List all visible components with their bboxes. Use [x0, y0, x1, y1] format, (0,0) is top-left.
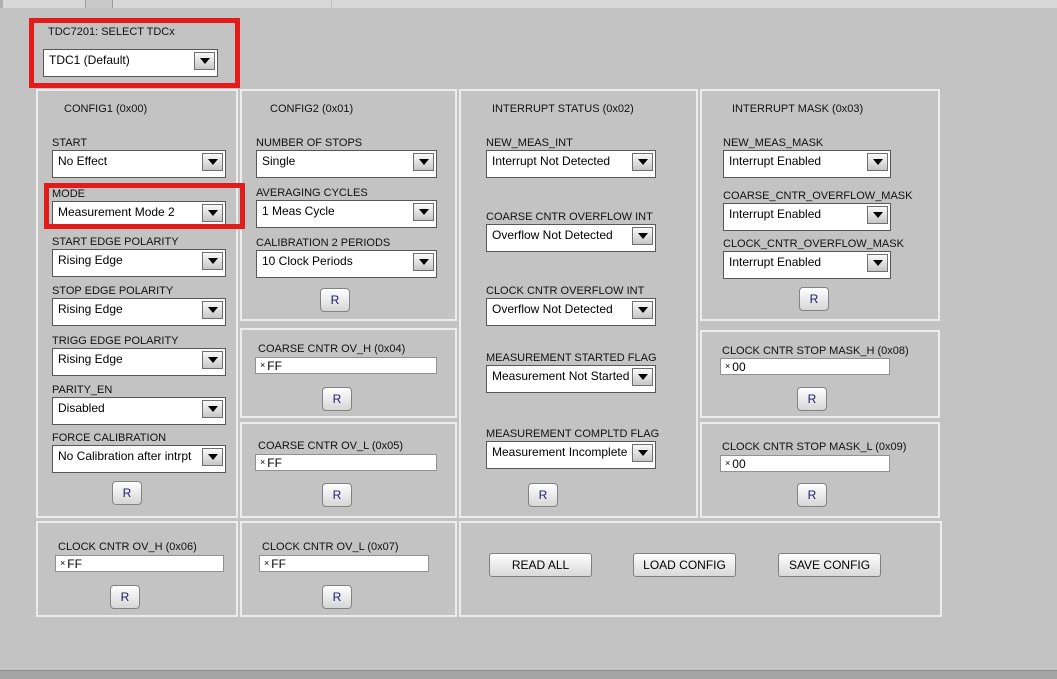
dropdown-arrow-button[interactable] [867, 153, 888, 171]
coarse-cntr-ov-l-panel [240, 422, 457, 518]
chevron-down-icon [208, 258, 218, 264]
dropdown-arrow-button[interactable] [202, 153, 223, 171]
field-start [52, 137, 226, 178]
hex-value: FF [267, 358, 282, 373]
clock-cntr-stop-mask-h-field[interactable] [720, 358, 890, 375]
dropdown-arrow-button[interactable] [632, 301, 653, 319]
dropdown-value: Rising Edge [58, 352, 123, 366]
field-clock-cntr-overflow-mask [723, 238, 904, 279]
panel-title: COARSE CNTR OV_H (0x04) [258, 343, 406, 355]
dropdown-value: No Effect [58, 154, 108, 168]
field-label: MEASUREMENT STARTED FLAG [486, 352, 657, 364]
start-dropdown[interactable] [52, 150, 226, 178]
dropdown-value: Interrupt Enabled [729, 154, 822, 168]
field-force-calibration [52, 432, 226, 473]
dropdown-arrow-button[interactable] [194, 52, 215, 70]
tdc-select-label: TDC7201: SELECT TDCx [48, 26, 175, 38]
stop-edge-polarity-dropdown[interactable] [52, 298, 226, 326]
field-new-meas-mask [723, 137, 891, 178]
panel-title: CLOCK CNTR OV_L (0x07) [262, 541, 399, 553]
interrupt-status-read-button[interactable]: R [528, 483, 558, 507]
dropdown-value: Measurement Not Started [492, 369, 630, 383]
panel-title: INTERRUPT STATUS (0x02) [492, 103, 634, 115]
clock-cntr-stop-mask-h-panel [700, 330, 940, 418]
coarse-cntr-overflow-int-dropdown[interactable] [486, 224, 656, 252]
measurement-compltd-flag-dropdown[interactable] [486, 441, 656, 469]
interrupt-mask-read-button[interactable]: R [799, 287, 829, 311]
hex-value: FF [271, 556, 286, 571]
coarse-cntr-ov-l-read-button[interactable]: R [322, 483, 352, 507]
dropdown-value: TDC1 (Default) [49, 53, 130, 67]
field-stop-edge-polarity [52, 285, 226, 326]
field-new-meas-int [486, 137, 656, 178]
field-averaging-cycles [256, 187, 437, 228]
dropdown-value: Rising Edge [58, 253, 123, 267]
panel-title: CLOCK CNTR STOP MASK_H (0x08) [722, 345, 909, 357]
parity-en-dropdown[interactable] [52, 397, 226, 425]
clock-cntr-ov-h-field[interactable] [55, 555, 224, 572]
clock-cntr-ov-h-read-button[interactable]: R [110, 585, 140, 609]
field-label: COARSE_CNTR_OVERFLOW_MASK [723, 190, 913, 202]
dropdown-arrow-button[interactable] [867, 254, 888, 272]
field-label: CALIBRATION 2 PERIODS [256, 237, 391, 249]
clock-cntr-stop-mask-l-field[interactable] [720, 455, 890, 472]
field-number-of-stops [256, 137, 437, 178]
dropdown-arrow-button[interactable] [632, 368, 653, 386]
chevron-down-icon [208, 357, 218, 363]
averaging-cycles-dropdown[interactable] [256, 200, 437, 228]
dropdown-arrow-button[interactable] [202, 252, 223, 270]
dropdown-value: No Calibration after intrpt [58, 449, 192, 463]
dropdown-arrow-button[interactable] [632, 444, 653, 462]
chevron-down-icon [200, 58, 210, 64]
chevron-down-icon [873, 212, 883, 218]
dropdown-arrow-button[interactable] [632, 227, 653, 245]
tdc-select-highlight [29, 18, 240, 88]
mode-dropdown[interactable] [52, 201, 226, 229]
dropdown-arrow-button[interactable] [413, 253, 434, 271]
dropdown-value: 10 Clock Periods [262, 254, 353, 268]
calibration-2-periods-dropdown[interactable] [256, 250, 437, 278]
dropdown-arrow-button[interactable] [413, 203, 434, 221]
field-coarse-cntr-overflow-int [486, 211, 656, 252]
hex-value: 00 [732, 359, 746, 374]
chevron-down-icon [419, 159, 429, 165]
hex-radix: × [260, 456, 266, 467]
trigg-edge-polarity-dropdown[interactable] [52, 348, 226, 376]
field-label: NEW_MEAS_INT [486, 137, 573, 149]
tdc-select-dropdown[interactable] [43, 49, 218, 77]
strip-tab [85, 0, 113, 8]
hex-radix: × [260, 359, 266, 370]
field-calibration-2-periods [256, 237, 437, 278]
config1-panel [36, 89, 238, 518]
interrupt-mask-panel [700, 89, 940, 321]
save-config-button[interactable]: SAVE CONFIG [778, 553, 881, 577]
chevron-down-icon [638, 233, 648, 239]
field-label: START EDGE POLARITY [52, 236, 179, 248]
number-of-stops-dropdown[interactable] [256, 150, 437, 178]
hex-radix: × [60, 557, 66, 568]
field-label: AVERAGING CYCLES [256, 187, 368, 199]
chevron-down-icon [208, 454, 218, 460]
field-label: START [52, 137, 88, 149]
chevron-down-icon [208, 406, 218, 412]
panel-title: CONFIG2 (0x01) [270, 103, 354, 115]
field-measurement-compltd-flag [486, 428, 660, 469]
top-tab-strip [0, 0, 1057, 8]
chevron-down-icon [873, 159, 883, 165]
field-clock-cntr-overflow-int [486, 285, 656, 326]
field-label: CLOCK_CNTR_OVERFLOW_MASK [723, 238, 904, 250]
chevron-down-icon [873, 260, 883, 266]
field-trigg-edge-polarity [52, 335, 226, 376]
chevron-down-icon [419, 209, 429, 215]
dropdown-value: Measurement Incomplete [492, 445, 628, 459]
dropdown-arrow-button[interactable] [202, 448, 223, 466]
chevron-down-icon [208, 307, 218, 313]
hex-value: FF [267, 455, 282, 470]
panel-title: CLOCK CNTR STOP MASK_L (0x09) [722, 441, 907, 453]
dropdown-arrow-button[interactable] [202, 301, 223, 319]
dropdown-value: Rising Edge [58, 302, 123, 316]
dropdown-arrow-button[interactable] [867, 206, 888, 224]
hex-radix: × [264, 557, 270, 568]
hex-value: 00 [732, 456, 746, 471]
load-config-button[interactable]: LOAD CONFIG [633, 553, 736, 577]
panel-title: CLOCK CNTR OV_H (0x06) [58, 541, 197, 553]
hex-value: FF [67, 556, 82, 571]
actions-panel [459, 521, 942, 617]
field-label: FORCE CALIBRATION [52, 432, 167, 444]
config2-panel [240, 89, 457, 321]
strip-edge [0, 0, 3, 8]
dropdown-value: Disabled [58, 401, 105, 415]
clock-cntr-ov-l-field[interactable] [259, 555, 429, 572]
dropdown-value: Interrupt Enabled [729, 207, 822, 221]
clock-cntr-stop-mask-l-panel [700, 422, 940, 518]
panel-title: COARSE CNTR OV_L (0x05) [258, 440, 404, 452]
dropdown-arrow-button[interactable] [413, 153, 434, 171]
dropdown-value: 1 Meas Cycle [262, 204, 335, 218]
dropdown-value: Interrupt Enabled [729, 255, 822, 269]
new-meas-mask-dropdown[interactable] [723, 150, 891, 178]
dropdown-value: Single [262, 154, 296, 168]
new-meas-int-dropdown[interactable] [486, 150, 656, 178]
field-label: NUMBER OF STOPS [256, 137, 363, 149]
clock-cntr-stop-mask-l-read-button[interactable]: R [797, 483, 827, 507]
coarse-cntr-ov-h-field[interactable] [255, 357, 437, 374]
force-calibration-dropdown[interactable] [52, 445, 226, 473]
dropdown-value: Measurement Mode 2 [58, 205, 175, 219]
clock-cntr-stop-mask-h-read-button[interactable]: R [797, 387, 827, 411]
dropdown-arrow-button[interactable] [202, 351, 223, 369]
coarse-cntr-ov-h-panel [240, 328, 457, 418]
chevron-down-icon [208, 159, 218, 165]
coarse-cntr-overflow-mask-dropdown[interactable] [723, 203, 891, 231]
field-label: STOP EDGE POLARITY [52, 285, 174, 297]
interrupt-status-panel [459, 89, 698, 518]
clock-cntr-ov-h-panel [36, 521, 238, 617]
dropdown-arrow-button[interactable] [202, 400, 223, 418]
field-label: TRIGG EDGE POLARITY [52, 335, 179, 347]
field-coarse-cntr-overflow-mask [723, 190, 913, 231]
chevron-down-icon [419, 259, 429, 265]
field-start-edge-polarity [52, 236, 226, 277]
dropdown-value: Overflow Not Detected [492, 228, 613, 242]
clock-cntr-ov-l-panel [240, 521, 457, 617]
measurement-started-flag-dropdown[interactable] [486, 365, 656, 393]
field-label: CLOCK CNTR OVERFLOW INT [486, 285, 645, 297]
chevron-down-icon [638, 450, 648, 456]
chevron-down-icon [638, 374, 648, 380]
coarse-cntr-ov-h-read-button[interactable]: R [322, 387, 352, 411]
read-all-button[interactable]: READ ALL [489, 553, 592, 577]
clock-cntr-ov-l-read-button[interactable]: R [322, 585, 352, 609]
dropdown-arrow-button[interactable] [632, 153, 653, 171]
field-label: MODE [52, 188, 85, 200]
hex-radix: × [725, 457, 731, 468]
dropdown-arrow-button[interactable] [202, 204, 223, 222]
chevron-down-icon [638, 307, 648, 313]
chevron-down-icon [638, 159, 648, 165]
coarse-cntr-ov-l-field[interactable] [255, 454, 437, 471]
field-label: COARSE CNTR OVERFLOW INT [486, 211, 653, 223]
field-label: NEW_MEAS_MASK [723, 137, 824, 149]
field-measurement-started-flag [486, 352, 656, 393]
field-label: PARITY_EN [52, 384, 113, 396]
config2-read-button[interactable]: R [320, 288, 350, 312]
hex-radix: × [725, 360, 731, 371]
field-label: MEASUREMENT COMPLTD FLAG [486, 428, 660, 440]
chevron-down-icon [208, 210, 218, 216]
field-mode [52, 188, 226, 229]
clock-cntr-overflow-int-dropdown[interactable] [486, 298, 656, 326]
bottom-window-edge [0, 670, 1057, 679]
panel-title: CONFIG1 (0x00) [64, 103, 148, 115]
field-parity-en [52, 384, 226, 425]
dropdown-value: Overflow Not Detected [492, 302, 613, 316]
panel-title: INTERRUPT MASK (0x03) [732, 103, 864, 115]
start-edge-polarity-dropdown[interactable] [52, 249, 226, 277]
config1-read-button[interactable]: R [112, 481, 142, 505]
clock-cntr-overflow-mask-dropdown[interactable] [723, 251, 891, 279]
strip-divider [331, 0, 332, 8]
dropdown-value: Interrupt Not Detected [492, 154, 611, 168]
